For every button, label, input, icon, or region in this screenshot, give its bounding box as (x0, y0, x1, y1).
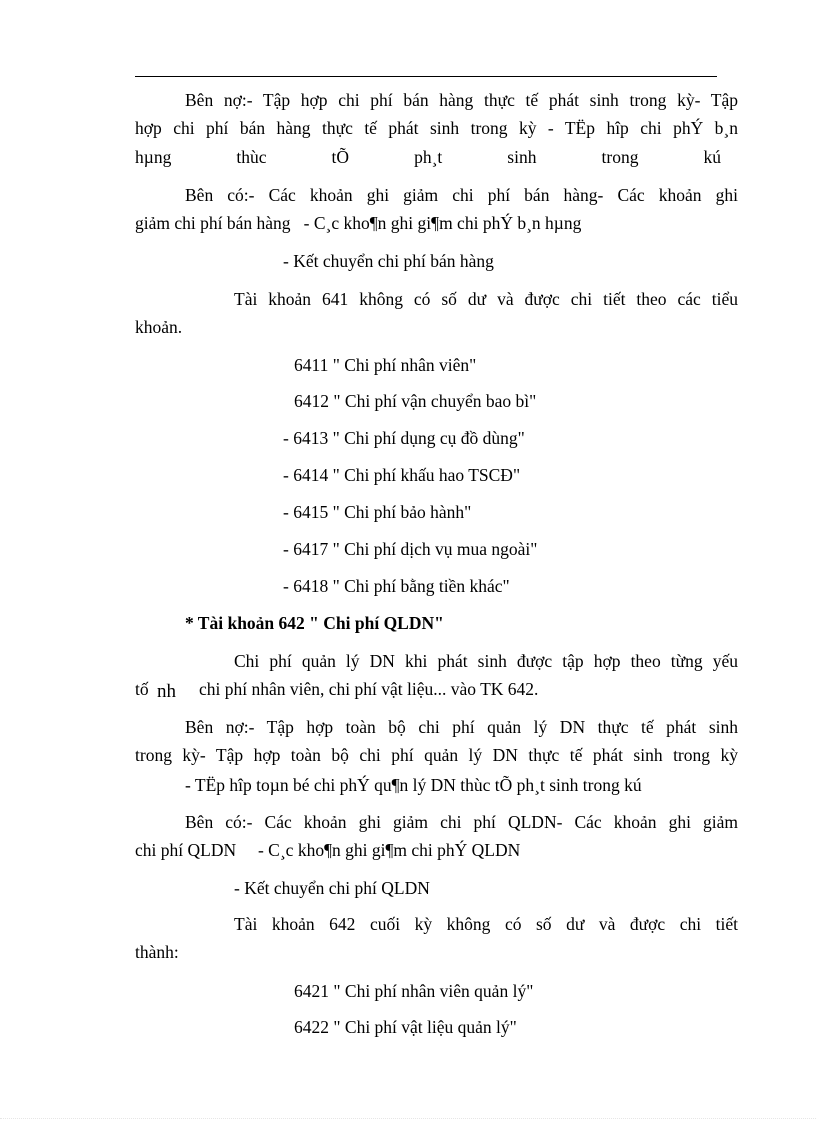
inline-fragment: nh (157, 681, 176, 702)
text-line: - Kết chuyển chi phí bán hàng (283, 251, 494, 271)
text-line: hợp chi phí bán hàng thực tế phát sinh trong kỳ - TËp hîp chi phÝ b¸n (135, 118, 738, 138)
text-line: thành: (135, 942, 179, 962)
section-heading: * Tài khoản 642 " Chi phí QLDN" (185, 613, 444, 633)
text-line: khoản. (135, 317, 183, 337)
text-line: Bên nợ:- Tập hợp chi phí bán hàng thực tế phát sinh trong kỳ- Tập (185, 90, 738, 110)
text-line: trong kỳ- Tập hợp toàn bộ chi phí quản lý DN thực tế phát sinh trong kỳ (135, 745, 738, 765)
header-rule (135, 76, 717, 77)
list-item: - 6415 " Chi phí bảo hành" (283, 502, 472, 522)
list-item: 6411 " Chi phí nhân viên" (294, 355, 477, 375)
text-line: tố (135, 679, 149, 699)
text-line: Tài khoản 642 cuối kỳ không có số dư và được chi tiết (234, 914, 738, 934)
list-item: 6412 " Chi phí vận chuyển bao bì" (294, 391, 537, 411)
list-item: - 6417 " Chi phí dịch vụ mua ngoài" (283, 539, 538, 559)
text-line: Bên có:- Các khoản ghi giảm chi phí bán hàng- Các khoản ghi (185, 185, 738, 205)
text-line: giảm chi phí bán hàng - C¸c kho¶n ghi gi¶m chi phÝ b¸n hµng (135, 213, 582, 233)
text-line: Bên nợ:- Tập hợp toàn bộ chi phí quản lý DN thực tế phát sinh (185, 717, 738, 737)
text-line: chi phí nhân viên, chi phí vật liệu... vào TK 642. (199, 679, 539, 699)
text-line: Chi phí quản lý DN khi phát sinh được tập hợp theo từng yếu (234, 651, 738, 671)
text-line: Bên có:- Các khoản ghi giảm chi phí QLDN- Các khoản ghi giảm (185, 812, 738, 832)
list-item: 6422 " Chi phí vật liệu quản lý" (294, 1017, 517, 1037)
text-line: Tài khoản 641 không có số dư và được chi tiết theo các tiểu (234, 289, 738, 309)
list-item: 6421 " Chi phí nhân viên quản lý" (294, 981, 534, 1001)
text-line: hµng thùc tÕ ph¸t sinh trong kú (135, 147, 721, 167)
text-line: - TËp hîp toµn bé chi phÝ qu¶n lý DN thùc tÕ ph¸t sinh trong kú (185, 775, 642, 795)
list-item: - 6413 " Chi phí dụng cụ đồ dùng" (283, 428, 525, 448)
list-item: - 6418 " Chi phí bằng tiền khác" (283, 576, 510, 596)
text-line: - Kết chuyển chi phí QLDN (234, 878, 430, 898)
list-item: - 6414 " Chi phí khấu hao TSCĐ" (283, 465, 521, 485)
text-line: chi phí QLDN - C¸c kho¶n ghi gi¶m chi phÝ QLDN (135, 840, 521, 860)
page-bottom-border (0, 1118, 816, 1119)
